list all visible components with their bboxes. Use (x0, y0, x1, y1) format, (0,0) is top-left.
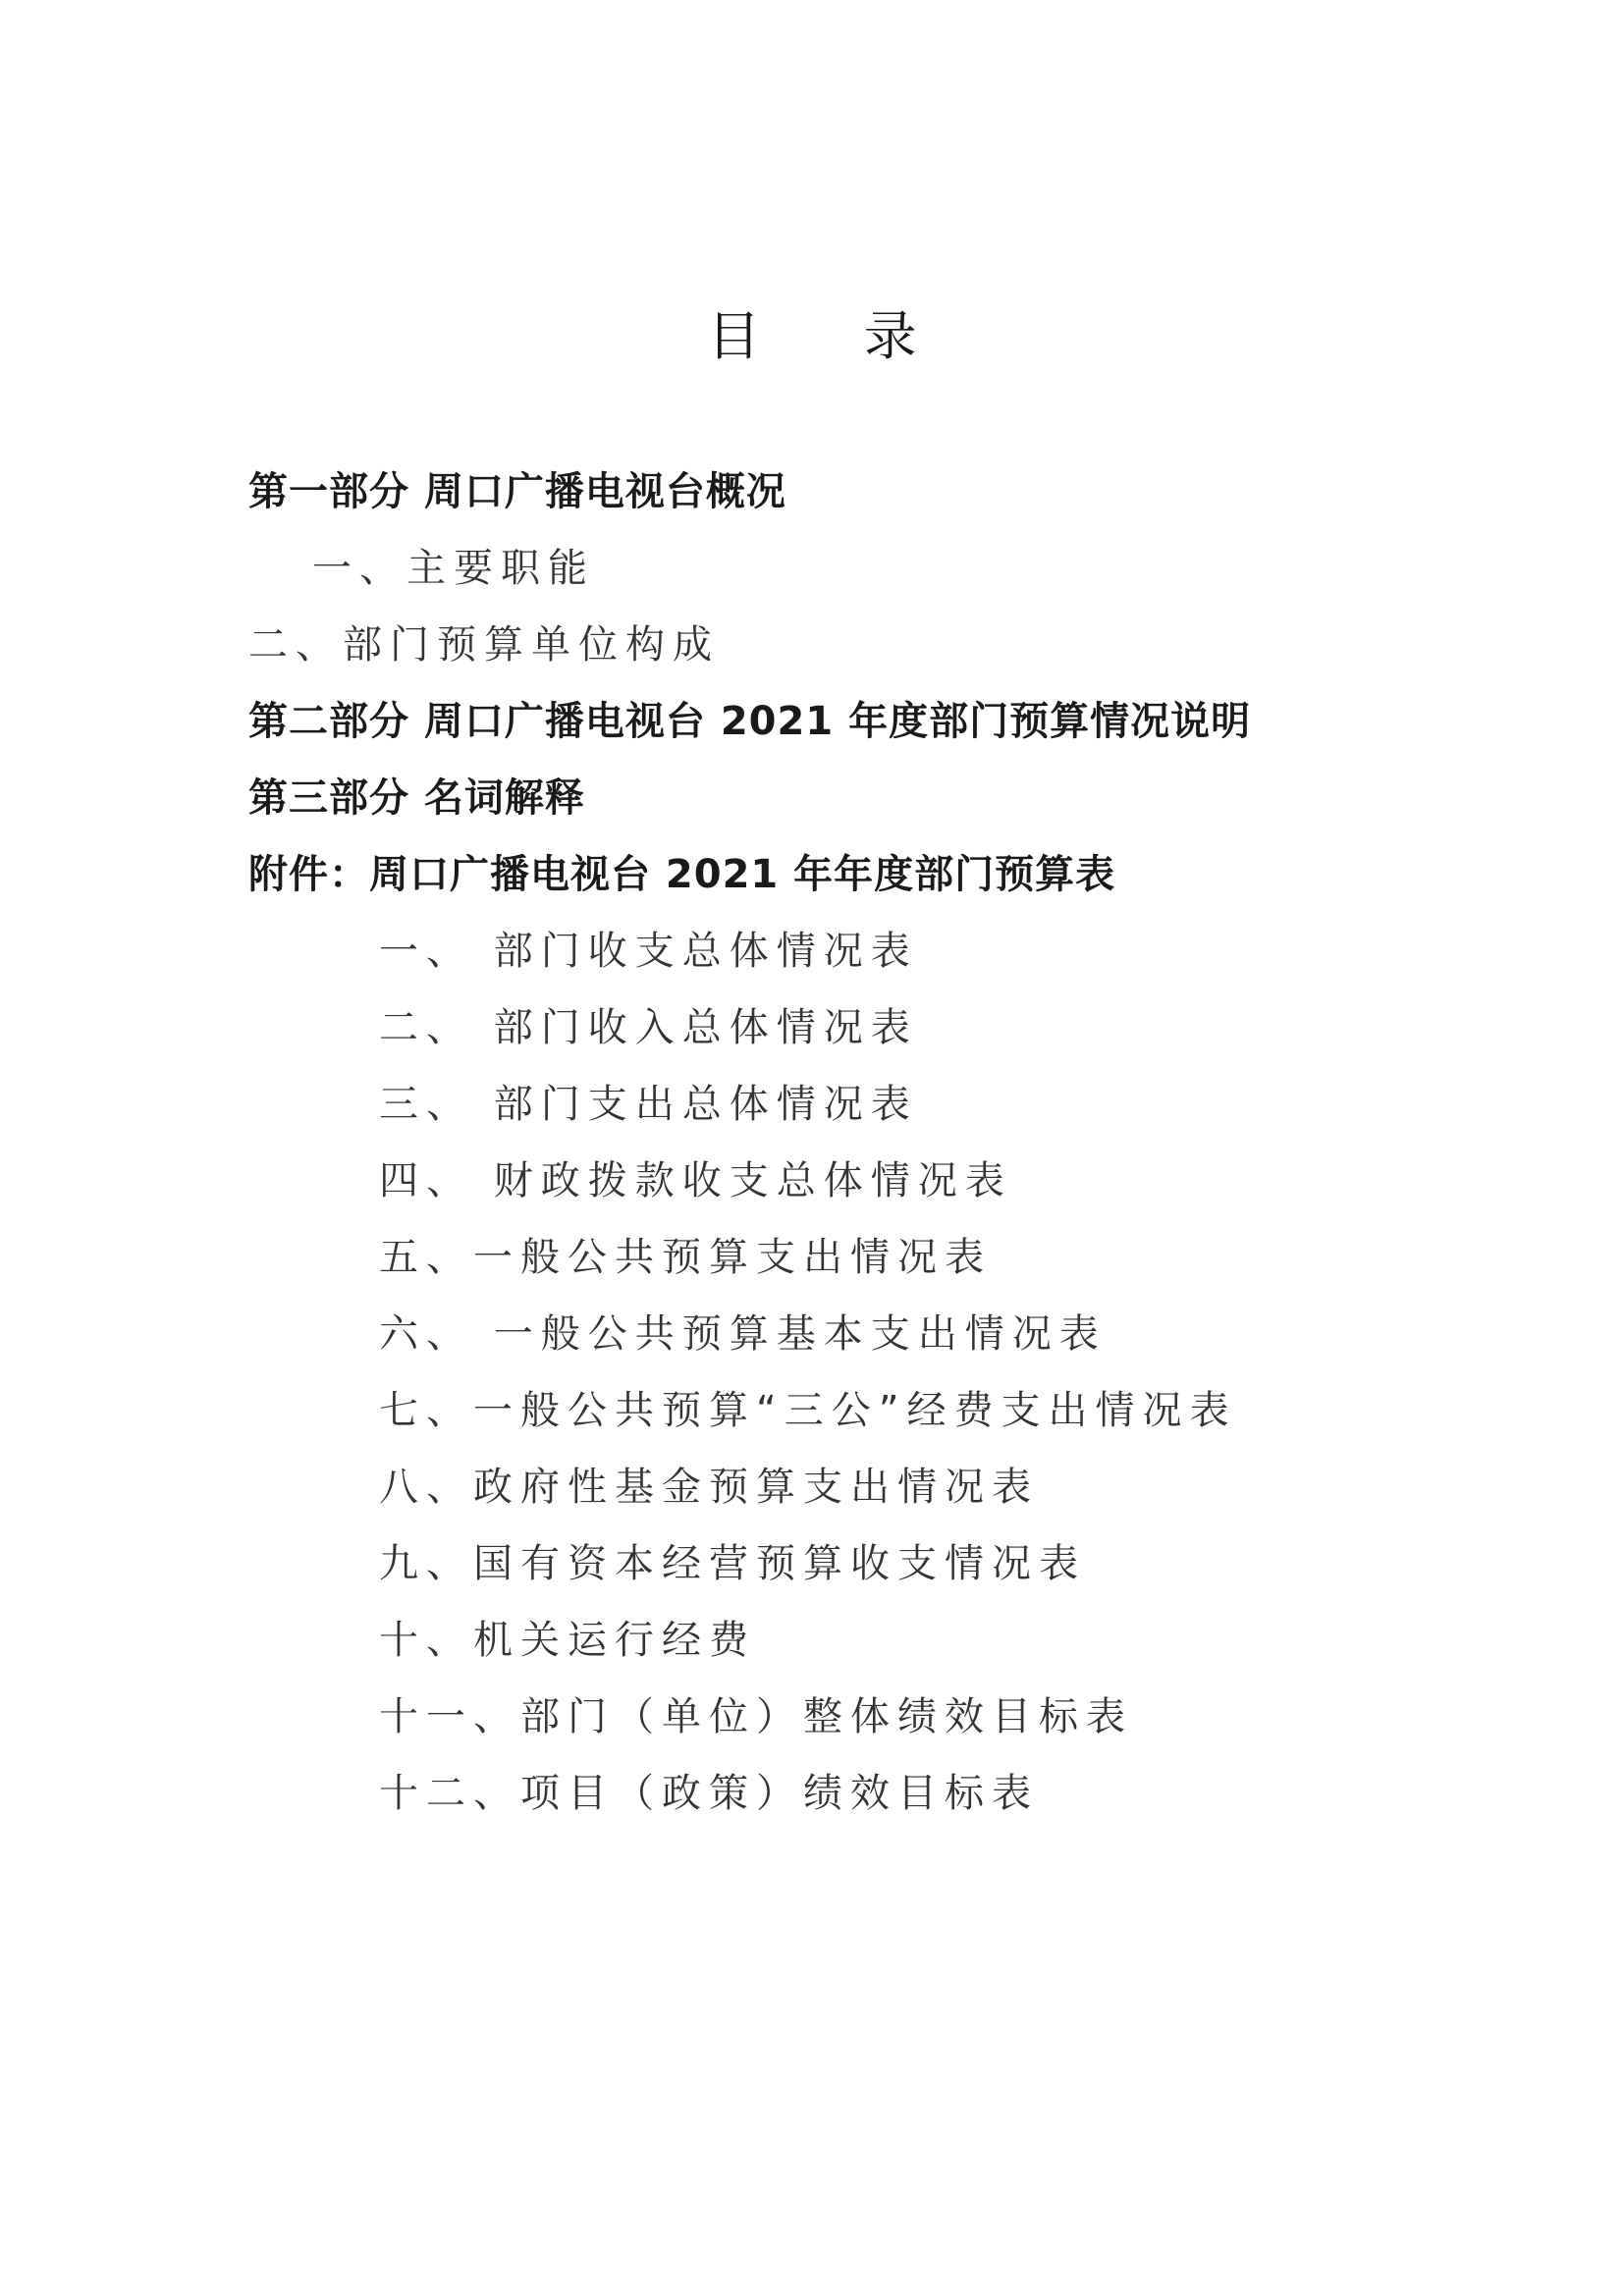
toc-entry-section: 一、主要职能 (312, 546, 595, 591)
toc-entry-table-item: 十二、项目（政策）绩效目标表 (379, 1771, 1039, 1816)
toc-entry-table-item: 七、一般公共预算“三公”经费支出情况表 (379, 1388, 1237, 1433)
toc-entry-table-item: 十一、部门（单位）整体绩效目标表 (379, 1694, 1133, 1739)
toc-entry-table-item: 二、 部门收入总体情况表 (379, 1005, 918, 1050)
toc-entry-part: 第一部分 周口广播电视台概况 (248, 469, 786, 514)
toc-entry-part: 附件：周口广播电视台 2021 年年度部门预算表 (248, 852, 1116, 897)
toc-entry-table-item: 八、政府性基金预算支出情况表 (379, 1465, 1039, 1510)
toc-entry-table-item: 九、国有资本经营预算收支情况表 (379, 1541, 1086, 1586)
toc-entry-part: 第二部分 周口广播电视台 2021 年度部门预算情况说明 (248, 699, 1252, 744)
toc-entry-table-item: 十、机关运行经费 (379, 1618, 756, 1663)
toc-entry-table-item: 六、 一般公共预算基本支出情况表 (379, 1311, 1107, 1357)
toc-entry-table-item: 四、 财政拨款收支总体情况表 (379, 1158, 1012, 1203)
toc-entry-section: 二、部门预算单位构成 (248, 622, 720, 667)
toc-list (0, 454, 1624, 1832)
toc-entry-table-item: 三、 部门支出总体情况表 (379, 1082, 918, 1127)
toc-title: 目 录 (707, 305, 960, 367)
toc-entry-part: 第三部分 名词解释 (248, 775, 585, 821)
toc-entry-table-item: 一、 部门收支总体情况表 (379, 929, 918, 974)
toc-entry-table-item: 五、一般公共预算支出情况表 (379, 1235, 992, 1280)
